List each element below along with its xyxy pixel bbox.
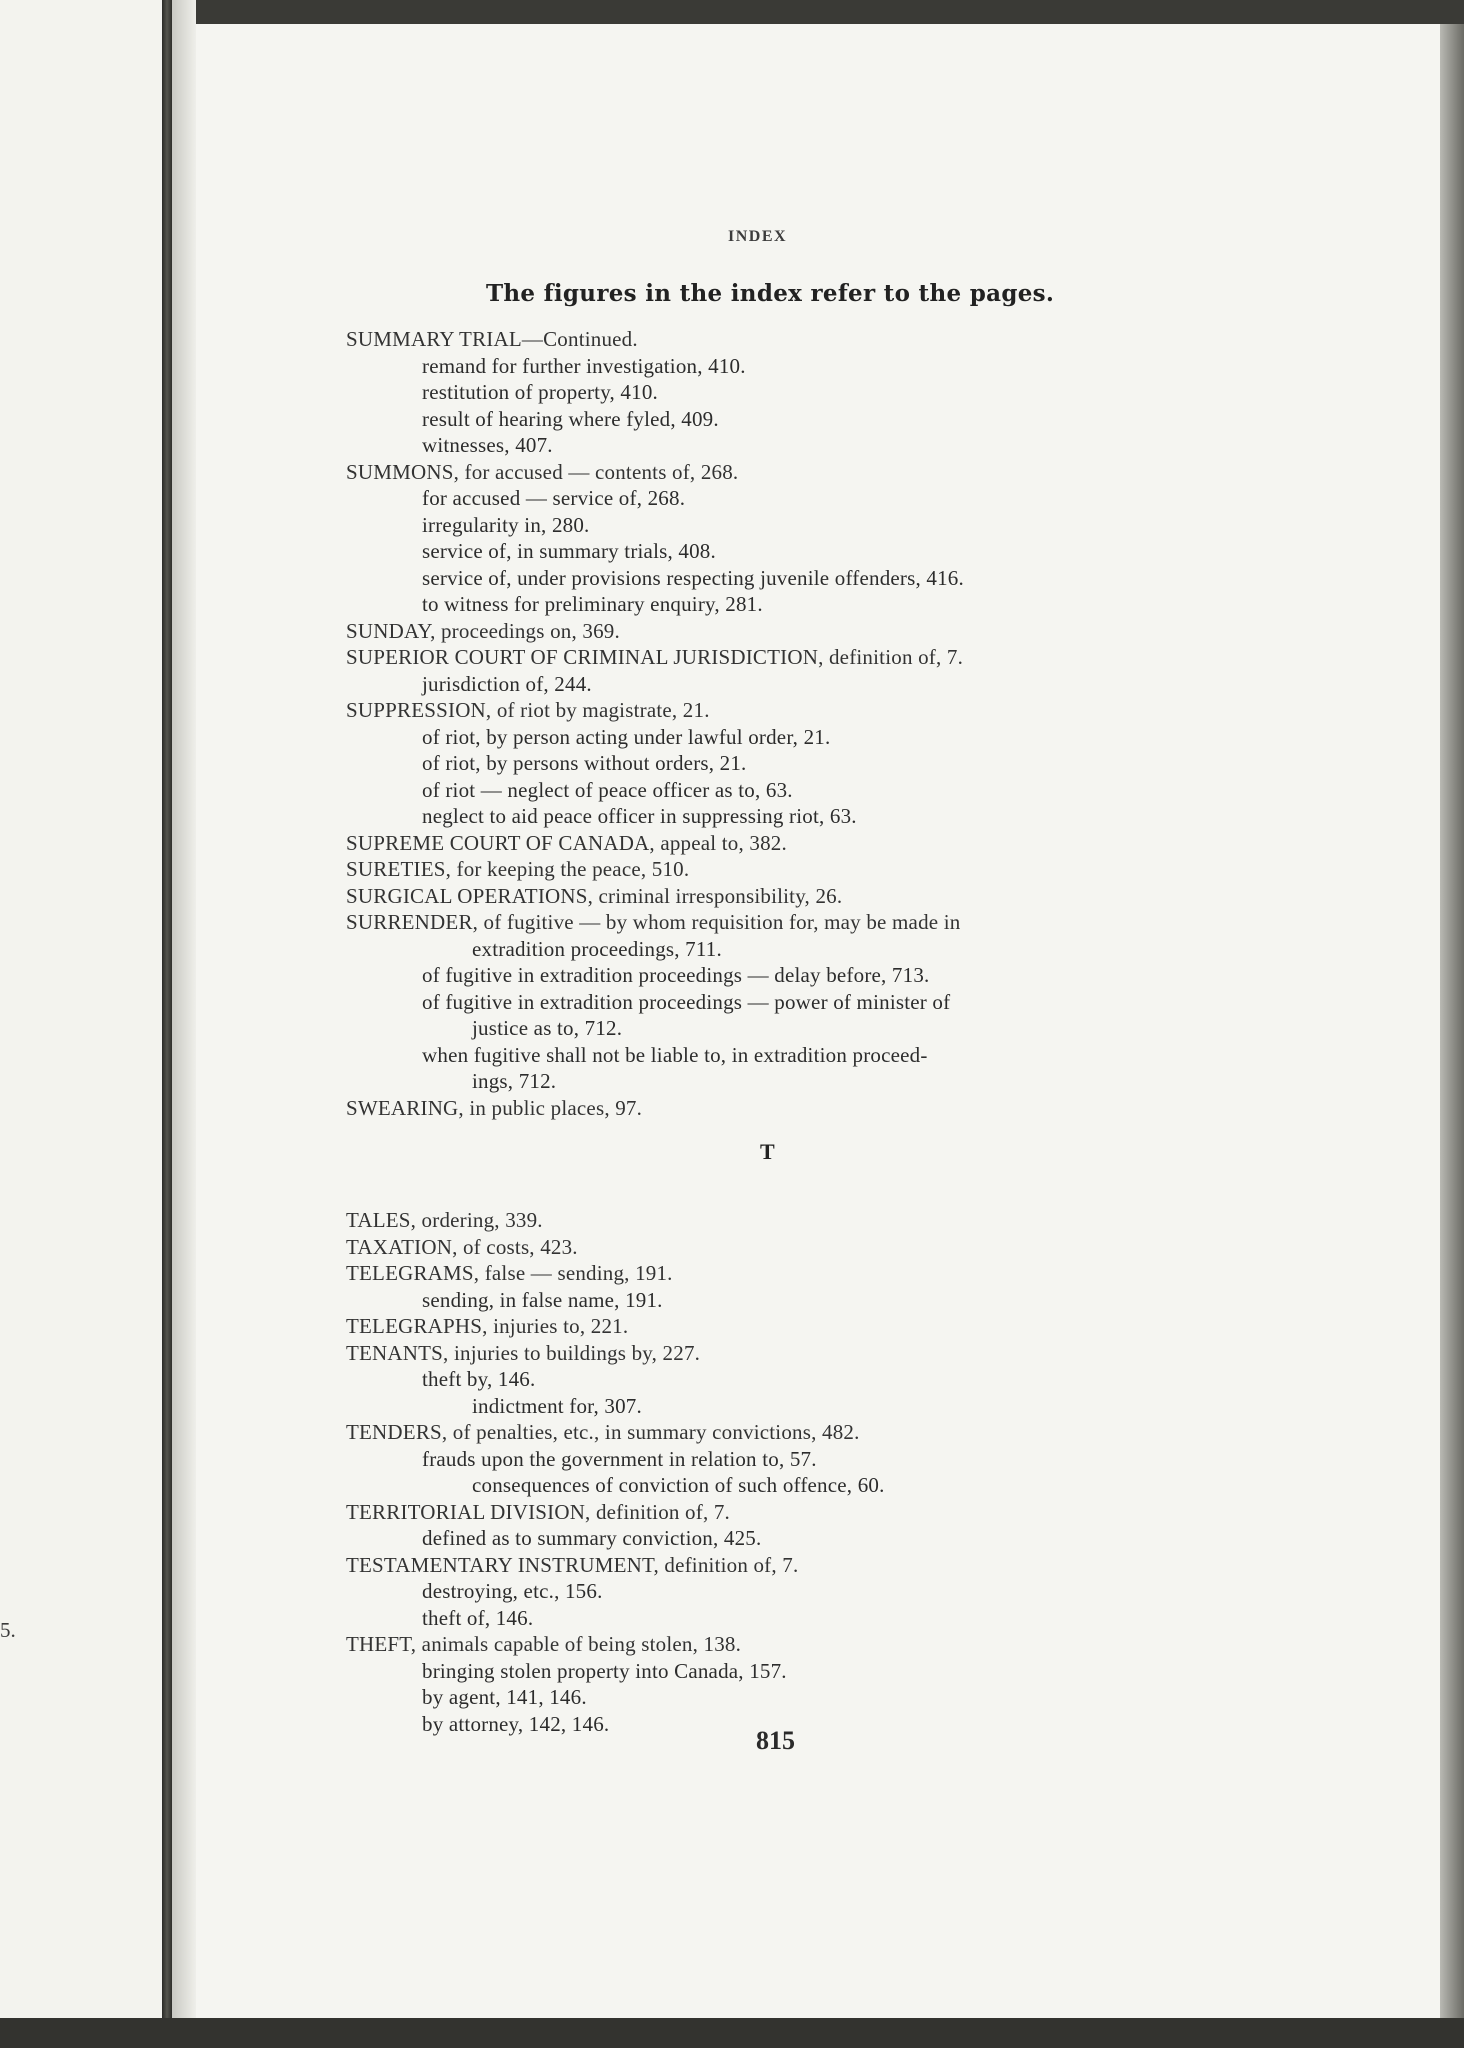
index-entry: SUNDAY, proceedings on, 369.: [346, 618, 620, 643]
index-subentry: irregularity in, 280.: [422, 512, 590, 537]
index-subentry: when fugitive shall not be liable to, in extradition proceed-: [422, 1042, 928, 1067]
index-subentry: for accused — service of, 268.: [422, 486, 686, 510]
index-entry: SUPERIOR COURT OF CRIMINAL JURISDICTION, definition of, 7.: [346, 645, 964, 669]
index-subentry: of riot, by person acting under lawful order, 21.: [422, 724, 831, 749]
index-entry: TENDERS, of penalties, etc., in summary convictions, 482.: [346, 1420, 860, 1444]
index-subentry: service of, in summary trials, 408.: [422, 539, 716, 563]
index-subentry: witnesses, 407.: [422, 433, 553, 457]
index-entry: TERRITORIAL DIVISION, definition of, 7.: [346, 1499, 731, 1524]
index-subentry: neglect to aid peace officer in suppressing riot, 63.: [422, 804, 857, 828]
index-subentry: by agent, 141, 146.: [422, 1685, 587, 1709]
index-entries: [346, 326, 1226, 1737]
page-edge-shadow: [1440, 24, 1464, 2018]
left-page-edge-text: 5.: [0, 1618, 16, 1642]
section-letter-t: T: [760, 1139, 775, 1164]
index-subentry: of riot, by persons without orders, 21.: [422, 751, 747, 775]
index-subtitle: The figures in the index refer to the pages.: [486, 280, 1055, 307]
index-subentry: restitution of property, 410.: [422, 380, 658, 404]
index-subentry: of fugitive in extradition proceedings — delay before, 713.: [422, 963, 930, 987]
index-entries-t: [346, 1207, 1226, 1737]
index-entry: SURETIES, for keeping the peace, 510.: [346, 857, 690, 881]
page-number: 815: [756, 1726, 795, 1755]
index-entry: SUMMONS, for accused — contents of, 268.: [346, 459, 739, 484]
index-entry: SUMMARY TRIAL—Continued.: [346, 327, 638, 351]
index-subentry: ings, 712.: [472, 1069, 557, 1093]
page-gutter: [172, 0, 196, 2048]
index-subentry: defined as to summary conviction, 425.: [422, 1526, 762, 1550]
index-entries-s: [346, 326, 1226, 1121]
index-entry: TENANTS, injuries to buildings by, 227.: [346, 1340, 701, 1365]
index-entry: SURGICAL OPERATIONS, criminal irresponsibility, 26.: [346, 883, 843, 908]
index-subentry: by attorney, 142, 146.: [422, 1711, 610, 1736]
index-subentry: to witness for preliminary enquiry, 281.: [422, 592, 763, 616]
index-subentry: of fugitive in extradition proceedings — power of minister of: [422, 989, 951, 1014]
index-entry: TESTAMENTARY INSTRUMENT, definition of, 7.: [346, 1552, 799, 1577]
index-subentry: consequences of conviction of such offence, 60.: [472, 1473, 885, 1497]
index-subentry: service of, under provisions respecting juvenile offenders, 416.: [422, 565, 964, 590]
index-subentry: result of hearing where fyled, 409.: [422, 406, 719, 431]
index-entry: SUPREME COURT OF CANADA, appeal to, 382.: [346, 830, 787, 855]
running-head: INDEX: [728, 228, 788, 245]
left-page: [0, 0, 162, 2048]
index-entry: TAXATION, of costs, 423.: [346, 1234, 578, 1259]
index-entry: SUPPRESSION, of riot by magistrate, 21.: [346, 698, 710, 722]
index-subentry: remand for further investigation, 410.: [422, 353, 746, 378]
book-spine: [162, 0, 172, 2048]
index-subentry: destroying, etc., 156.: [422, 1579, 603, 1603]
index-entry: TALES, ordering, 339.: [346, 1208, 543, 1232]
index-subentry: sending, in false name, 191.: [422, 1287, 663, 1312]
index-entry: TELEGRAPHS, injuries to, 221.: [346, 1314, 629, 1338]
index-entry: SURRENDER, of fugitive — by whom requisition for, may be made in: [346, 910, 961, 934]
index-subentry: justice as to, 712.: [472, 1016, 623, 1040]
index-subentry: indictment for, 307.: [472, 1393, 642, 1418]
index-subentry: extradition proceedings, 711.: [472, 936, 722, 961]
index-entry: THEFT, animals capable of being stolen, 138.: [346, 1632, 742, 1656]
index-subentry: theft by, 146.: [422, 1367, 536, 1391]
index-subentry: bringing stolen property into Canada, 157.: [422, 1658, 787, 1683]
index-subentry: jurisdiction of, 244.: [422, 671, 592, 696]
scan-bottom-edge: [0, 2018, 1464, 2048]
index-subentry: frauds upon the government in relation to, 57.: [422, 1446, 817, 1471]
index-entry: TELEGRAMS, false — sending, 191.: [346, 1261, 673, 1285]
index-entry: SWEARING, in public places, 97.: [346, 1095, 643, 1120]
index-subentry: theft of, 146.: [422, 1605, 534, 1630]
index-subentry: of riot — neglect of peace officer as to, 63.: [422, 777, 793, 802]
